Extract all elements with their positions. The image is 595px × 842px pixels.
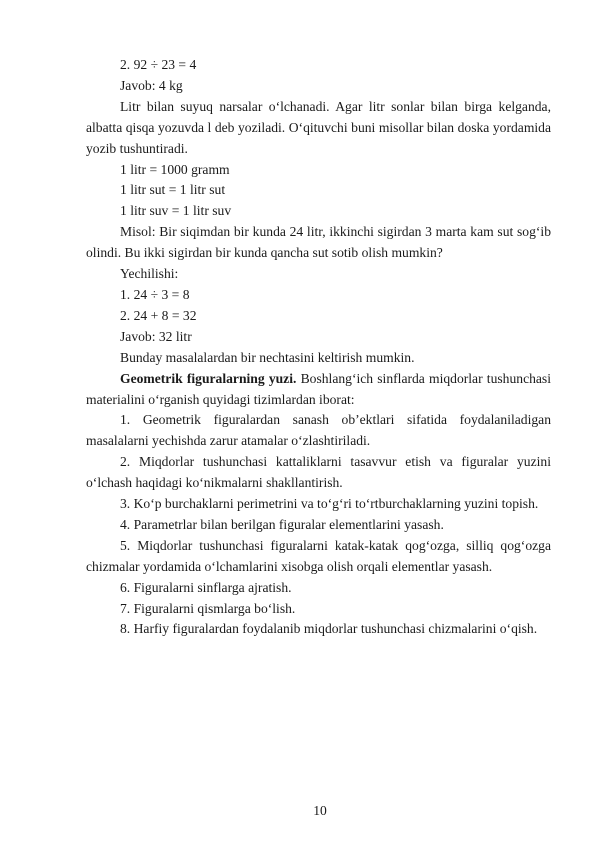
list-item: 1. Geometrik figuralardan sanash ob’ektlari sifatida foydalaniladigan masalalarni yechishda zarur atamalar o‘zlashtiriladi. (86, 412, 551, 449)
equation-line: 1 litr = 1000 gramm (120, 161, 230, 177)
calc-line: 1. 24 ÷ 3 = 8 (120, 286, 190, 302)
list-item: 6. Figuralarni sinflarga ajratish. (120, 579, 292, 595)
list-item: 5. Miqdorlar tushunchasi figuralarni katak-katak qog‘ozga, silliq qog‘ozga chizmalar yordamida o‘lchamlarini xisobga olish orqali elementlar yasash. (86, 537, 551, 574)
section-paragraph (86, 369, 551, 411)
example-problem: Misol: Bir siqimdan bir kunda 24 litr, ikkinchi sigirdan 3 marta kam sut sog‘ib olindi. Bu ikki sigirdan bir kunda qancha sut sotib olish mumkin? (86, 224, 551, 261)
page-body (86, 55, 551, 640)
calc-line: 2. 24 + 8 = 32 (120, 307, 197, 323)
solution-heading: Yechilishi: (120, 266, 179, 282)
list-item: 2. Miqdorlar tushunchasi kattaliklarni tasavvur etish va figuralar yuzini o‘lchash haqidagi ko‘nikmalarni shakllantirish. (86, 454, 551, 491)
paragraph-litr: Litr bilan suyuq narsalar o‘lchanadi. Agar litr sonlar bilan birga kelganda, albatta qisqa yozuvda l deb yoziladi. O‘qituvchi buni misollar bilan doska yordamida yozib tushuntiradi. (86, 98, 551, 156)
answer-line: Javob: 4 kg (120, 77, 183, 93)
list-item: 8. Harfiy figuralardan foydalanib miqdorlar tushunchasi chizmalarini o‘qish. (120, 621, 538, 637)
list-item: 7. Figuralarni qismlarga bo‘lish. (120, 600, 296, 616)
equation-line: 1 litr sut = 1 litr sut (120, 182, 226, 198)
section-heading: Geometrik figuralarning yuzi. (120, 370, 297, 386)
calc-line: 2. 92 ÷ 23 = 4 (120, 57, 197, 72)
page-number: 10 (313, 803, 327, 818)
equation-line: 1 litr suv = 1 litr suv (120, 203, 232, 219)
section-text: Boshlang‘ich sinflarda miqdorlar tushunchasi materialini o‘rganish quyidagi tizimlardan iborat: (86, 370, 551, 407)
list-item: 4. Parametrlar bilan berilgan figuralar elementlarini yasash. (120, 516, 444, 532)
answer-line: Javob: 32 litr (120, 328, 192, 344)
list-item: 3. Ko‘p burchaklarni perimetrini va to‘g‘ri to‘rtburchaklarning yuzini topish. (120, 496, 539, 512)
paragraph-text: Bunday masalalardan bir nechtasini keltirish mumkin. (120, 349, 415, 365)
